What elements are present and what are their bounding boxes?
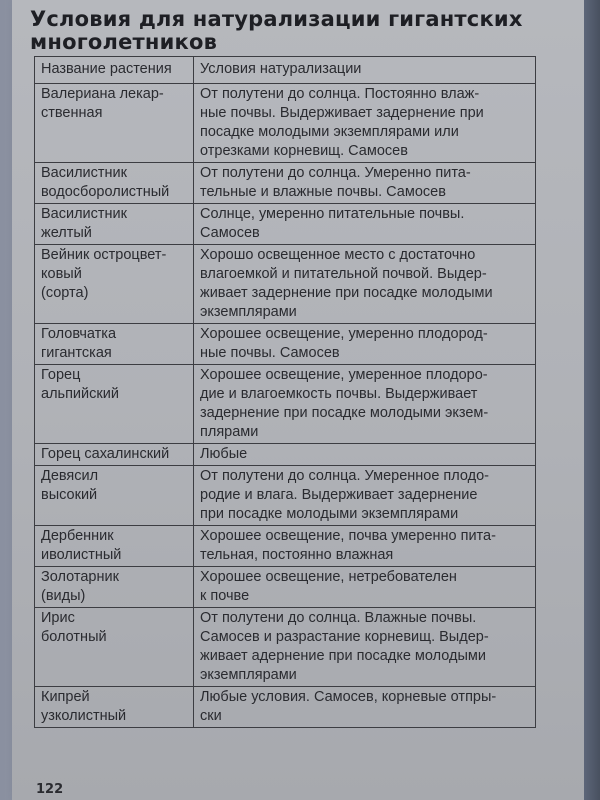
condition-line: ные почвы. Выдерживает задернение при	[200, 105, 484, 121]
plant-name-line: альпийский	[41, 386, 119, 402]
condition-line: при посадке молодыми экземплярами	[200, 506, 459, 522]
condition-line: влагоемкой и питательной почвой. Выдер-	[200, 266, 487, 282]
plant-name-line: Ирис	[41, 610, 75, 626]
table-row	[35, 245, 536, 324]
title-line-1: Условия для натурализации гигантских	[30, 7, 523, 31]
plant-name-line: ственная	[41, 105, 103, 121]
plant-name-cell	[35, 324, 194, 365]
condition-line: живает задернение при посадке молодыми	[200, 285, 493, 301]
plant-name-line: Золотарник	[41, 569, 119, 585]
condition-line: Любые	[200, 446, 248, 462]
table-row	[35, 687, 536, 728]
condition-line: Любые условия. Самосев, корневые отпры-	[200, 689, 497, 705]
title-line-2: многолетников	[30, 30, 218, 54]
condition-line: Хорошее освещение, почва умеренно пита-	[200, 528, 496, 544]
plant-name-line: Горец сахалинский	[41, 446, 170, 462]
condition-line: тельные и влажные почвы. Самосев	[200, 184, 446, 200]
table-row	[35, 365, 536, 444]
plant-name-line: гигантская	[41, 345, 112, 361]
condition-line: От полутени до солнца. Умеренно пита-	[200, 165, 471, 181]
condition-cell	[194, 163, 536, 204]
table-row	[35, 324, 536, 365]
condition-line: От полутени до солнца. Постоянно влаж-	[200, 86, 480, 102]
condition-line: плярами	[200, 424, 259, 440]
condition-line: Хорошее освещение, умеренно плодород-	[200, 326, 488, 342]
condition-line: задернение при посадке молодыми экзем-	[200, 405, 489, 421]
condition-line: живает адернение при посадке молодыми	[200, 648, 486, 664]
condition-line: ски	[200, 708, 222, 724]
condition-line: От полутени до солнца. Умеренное плодо-	[200, 468, 490, 484]
plant-name-line: узколистный	[41, 708, 127, 724]
table-row	[35, 526, 536, 567]
condition-cell	[194, 365, 536, 444]
plant-name-line: Дербенник	[41, 528, 114, 544]
condition-line: отрезками корневищ. Самосев	[200, 143, 408, 159]
condition-cell	[194, 324, 536, 365]
plant-name-line: Вейник остроцвет-	[41, 247, 167, 263]
condition-cell	[194, 567, 536, 608]
table-row	[35, 608, 536, 687]
condition-line: к почве	[200, 588, 250, 604]
plant-name-line: Валериана лекар-	[41, 86, 164, 102]
condition-line: родие и влага. Выдерживает задернение	[200, 487, 478, 503]
plant-name-line: болотный	[41, 629, 107, 645]
condition-line: Самосев	[200, 225, 260, 241]
page-number: 122	[36, 782, 64, 797]
plant-name-cell	[35, 687, 194, 728]
condition-cell	[194, 608, 536, 687]
table-row	[35, 204, 536, 245]
plant-name-cell	[35, 204, 194, 245]
condition-line: Солнце, умеренно питательные почвы.	[200, 206, 465, 222]
condition-line: Самосев и разрастание корневищ. Выдер-	[200, 629, 489, 645]
plant-name-line: Василистник	[41, 165, 127, 181]
condition-cell	[194, 245, 536, 324]
next-page-edge	[584, 0, 600, 800]
plant-name-line: водосборолистный	[41, 184, 170, 200]
condition-line: экземплярами	[200, 304, 297, 320]
table-row	[35, 466, 536, 526]
condition-line: От полутени до солнца. Влажные почвы.	[200, 610, 477, 626]
table-body	[35, 84, 536, 728]
plant-name-line: высокий	[41, 487, 98, 503]
plant-name-line: Кипрей	[41, 689, 90, 705]
condition-line: Хорошее освещение, нетребователен	[200, 569, 457, 585]
condition-line: дие и влагоемкость почвы. Выдерживает	[200, 386, 478, 402]
table-header-row	[35, 57, 536, 84]
condition-line: Хорошее освещение, умеренное плодоро-	[200, 367, 488, 383]
plant-name-cell	[35, 526, 194, 567]
plant-name-line: (сорта)	[41, 285, 89, 301]
plant-name-cell	[35, 163, 194, 204]
condition-cell	[194, 84, 536, 163]
table-row	[35, 444, 536, 466]
plant-name-cell	[35, 444, 194, 466]
table-row	[35, 163, 536, 204]
plant-name-cell	[35, 84, 194, 163]
plant-name-line: Девясил	[41, 468, 99, 484]
condition-cell	[194, 444, 536, 466]
table-row	[35, 84, 536, 163]
condition-line: посадке молодыми экземплярами или	[200, 124, 459, 140]
plant-name-cell	[35, 466, 194, 526]
plant-name-cell	[35, 608, 194, 687]
plant-name-line: (виды)	[41, 588, 86, 604]
condition-line: Хорошо освещенное место с достаточно	[200, 247, 476, 263]
plant-name-line: ковый	[41, 266, 82, 282]
condition-cell	[194, 204, 536, 245]
naturalization-table	[34, 56, 536, 728]
plant-name-cell	[35, 567, 194, 608]
page-title	[30, 8, 570, 54]
plant-name-line: желтый	[41, 225, 92, 241]
condition-line: экземплярами	[200, 667, 297, 683]
plant-name-line: Горец	[41, 367, 81, 383]
plant-name-line: Василистник	[41, 206, 127, 222]
condition-line: ные почвы. Самосев	[200, 345, 340, 361]
table-row	[35, 567, 536, 608]
condition-cell	[194, 687, 536, 728]
plant-name-cell	[35, 245, 194, 324]
plant-name-cell	[35, 365, 194, 444]
condition-cell	[194, 526, 536, 567]
header-plant-name: Название растения	[35, 57, 194, 84]
condition-line: тельная, постоянно влажная	[200, 547, 394, 563]
plant-name-line: иволистный	[41, 547, 122, 563]
condition-cell	[194, 466, 536, 526]
header-conditions: Условия натурализации	[194, 57, 536, 84]
plant-name-line: Головчатка	[41, 326, 117, 342]
